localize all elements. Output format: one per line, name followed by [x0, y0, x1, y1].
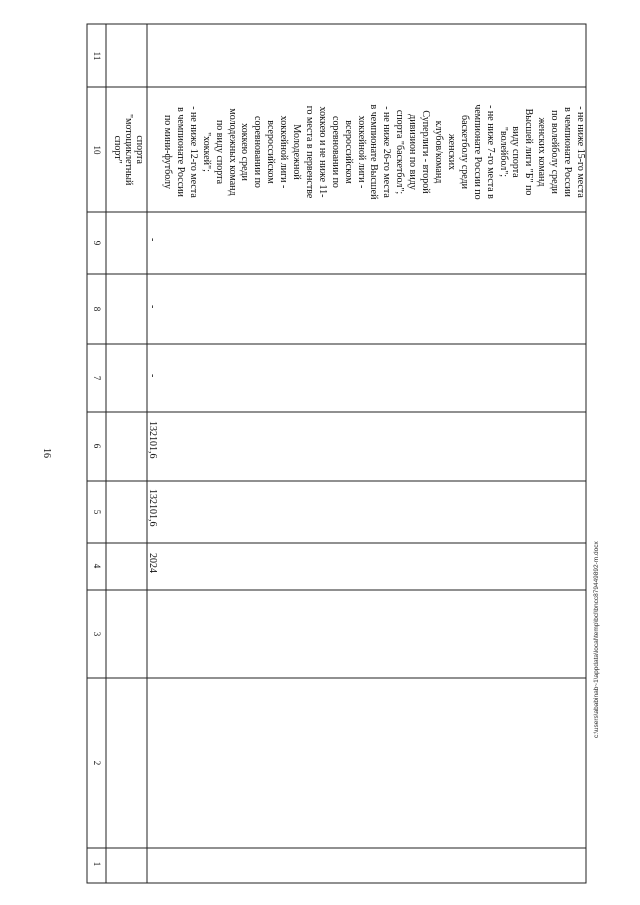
col10-description [160, 94, 586, 210]
col10-line: по волейболу среди [549, 110, 561, 194]
col10-line: - не ниже 12-го места [187, 106, 199, 198]
col-number-7: 7 [92, 375, 102, 381]
value-col5: 132101,6 [147, 489, 158, 527]
col-number-6: 6 [92, 443, 102, 449]
col-number-2: 2 [92, 760, 102, 766]
col10-line: Высшей лиги "Б" по [523, 108, 535, 196]
col10-line: "волейбол"; [497, 126, 509, 178]
col10-line: чемпионате России по [471, 104, 483, 200]
col10-line: виду спорта [510, 126, 522, 178]
col10-line: - не ниже 15-го места [575, 106, 586, 198]
col10-line: баскетболу среди [458, 114, 470, 189]
col10-header-line: спорта [134, 135, 145, 164]
col10-line: хоккею и не ниже 11- [316, 106, 328, 198]
col10-line: в чемпионате России [174, 107, 186, 197]
col10-line: всероссийском [265, 120, 277, 184]
col10-line: Суперлиги - второй [420, 110, 432, 194]
col10-line: дивизион по виду [407, 114, 419, 190]
col10-line: хоккею среди [239, 123, 251, 181]
page-number: 16 [41, 448, 52, 458]
col10-line: хоккейной лиги - [278, 115, 290, 189]
col10-line: - не ниже 7-го места в [484, 105, 496, 199]
col10-line: в чемпионате России [562, 107, 574, 197]
col10-line: соревновании по [252, 116, 264, 188]
col10-line: - не ниже 26-го места [381, 106, 393, 198]
col10-header [112, 114, 145, 185]
col10-header-line: спорт" [112, 135, 123, 164]
col10-line: в чемпионате Высшей [368, 104, 380, 200]
col10-line: клубов/команд [433, 120, 445, 184]
col10-line: Молодежной [291, 124, 303, 180]
col10-line: женских команд [536, 117, 548, 187]
value-col6: 132101,6 [147, 421, 158, 459]
col10-line: по мини-футболу [162, 114, 173, 190]
col-number-3: 3 [92, 631, 102, 637]
col10-header-line: "мотоциклетный [123, 114, 134, 186]
col10-line: соревновании по [329, 116, 341, 188]
col-number-10: 10 [92, 145, 102, 155]
col10-line: го места в первенстве [303, 105, 315, 199]
col-number-8: 8 [92, 306, 102, 312]
col-number-5: 5 [92, 509, 102, 515]
dash-col7: - [147, 374, 158, 378]
col10-line: "хоккей"; [200, 132, 212, 172]
col10-line: всероссийском [342, 120, 354, 184]
dash-col9: - [147, 238, 158, 242]
col10-line: женских [445, 133, 457, 171]
year-cell: 2024 [147, 553, 158, 573]
col-number-1: 1 [92, 861, 102, 867]
col-number-4: 4 [92, 563, 102, 569]
file-path-footer: c:\users\ababinab~1\appdata\local\temp\bcl\bncc879449892-m.docx [593, 541, 600, 738]
col10-line: по виду спорта [213, 119, 225, 185]
col10-line: спорта "баскетбол"; [394, 109, 406, 195]
col10-line: хоккейной лиги - [355, 115, 367, 189]
col10-line: молодежных команд [226, 108, 238, 196]
dash-col8: - [147, 305, 158, 309]
col-number-9: 9 [92, 240, 102, 246]
col-number-11: 11 [92, 51, 102, 61]
